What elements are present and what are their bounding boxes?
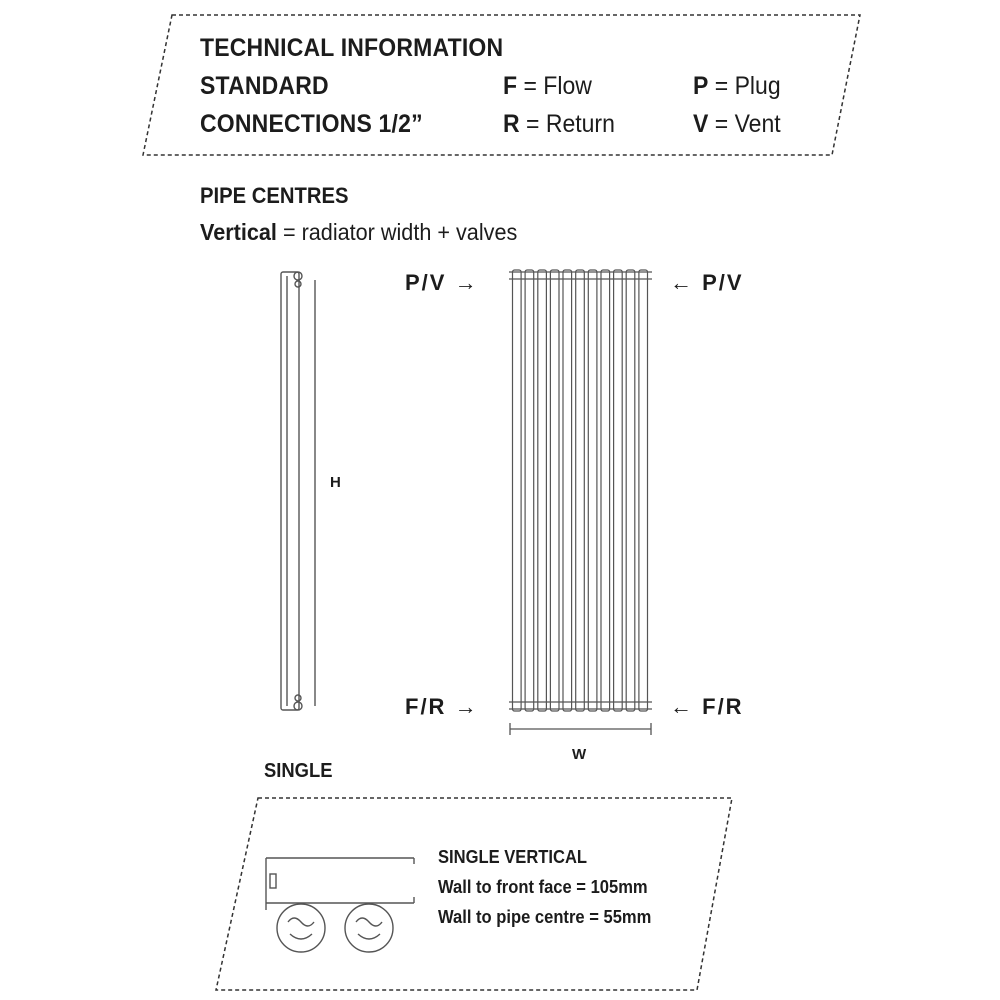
fr-bottom-right-label: ← F/R (670, 694, 744, 719)
pipe-centres-formula: Vertical = radiator width + valves (200, 219, 518, 245)
pipe-left-icon (277, 904, 325, 952)
single-heading: SINGLE (264, 760, 333, 782)
arrow-right-icon: → (454, 694, 479, 719)
wall-to-front-face: Wall to front face = 105mm (438, 877, 648, 897)
arrow-left-icon: ← (670, 694, 694, 719)
wall-to-pipe-centre: Wall to pipe centre = 55mm (438, 907, 652, 927)
height-label: H (330, 474, 341, 491)
pv-top-right-label: ← P/V (670, 270, 744, 295)
arrow-left-icon: ← (670, 270, 694, 295)
pipe-right-icon (345, 904, 393, 952)
standard-label: STANDARD (200, 72, 329, 100)
fr-bottom-left-label: F/R → (405, 694, 479, 719)
pv-top-left-label: P/V → (405, 270, 479, 295)
legend-return: R = Return (503, 110, 615, 138)
single-vertical-title: SINGLE VERTICAL (438, 847, 588, 867)
width-label: W (572, 746, 587, 763)
bracket-icon (270, 874, 276, 888)
technical-info-title: TECHNICAL INFORMATION (200, 34, 504, 62)
legend-vent: V = Vent (693, 110, 781, 138)
legend-flow: F = Flow (503, 72, 592, 100)
legend-plug: P = Plug (693, 72, 781, 100)
connections-label: CONNECTIONS 1/2” (200, 110, 423, 138)
arrow-right-icon: → (454, 270, 479, 295)
pipe-centres-heading: PIPE CENTRES (200, 183, 349, 208)
